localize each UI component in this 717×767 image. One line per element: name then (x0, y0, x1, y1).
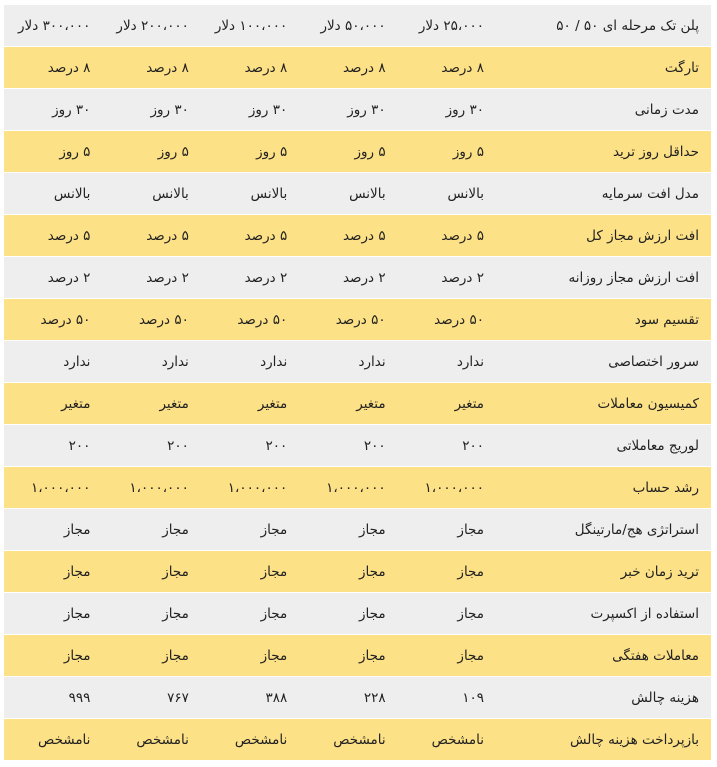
table-cell: ۲ درصد (4, 257, 102, 299)
table-row (4, 5, 711, 47)
table-cell: ۲ درصد (102, 257, 200, 299)
table-cell: ۵ روز (201, 131, 299, 173)
table-cell: ۱۰۰،۰۰۰ دلار (201, 5, 299, 47)
row-label: مدت زمانی (496, 89, 711, 131)
table-row (4, 131, 711, 173)
table-row (4, 677, 711, 719)
table-cell: ۵ روز (398, 131, 496, 173)
table-cell: مجاز (201, 509, 299, 551)
table-cell: مجاز (102, 551, 200, 593)
table-cell: ندارد (4, 341, 102, 383)
table-cell: ۳۰ روز (201, 89, 299, 131)
table-cell: ۲۰۰ (398, 425, 496, 467)
table-row (4, 383, 711, 425)
table-cell: ۸ درصد (201, 47, 299, 89)
row-label: استفاده از اکسپرت (496, 593, 711, 635)
table-cell: ۱،۰۰۰،۰۰۰ (4, 467, 102, 509)
table-cell: ۳۰ روز (4, 89, 102, 131)
table-cell: ۵ روز (4, 131, 102, 173)
row-label: بازپرداخت هزینه چالش (496, 719, 711, 761)
table-cell: ۳۰ روز (398, 89, 496, 131)
table-cell: مجاز (4, 635, 102, 677)
table-cell: ۳۸۸ (201, 677, 299, 719)
table-cell: ۸ درصد (102, 47, 200, 89)
table-cell: ۲۰۰ (299, 425, 397, 467)
table-cell: بالانس (201, 173, 299, 215)
table-cell: ۵۰ درصد (201, 299, 299, 341)
table-cell: ۱،۰۰۰،۰۰۰ (102, 467, 200, 509)
table-cell: ۲۰۰،۰۰۰ دلار (102, 5, 200, 47)
table-cell: ۳۰ روز (299, 89, 397, 131)
table-cell: مجاز (4, 593, 102, 635)
table-row (4, 425, 711, 467)
table-row (4, 341, 711, 383)
table-cell: مجاز (201, 593, 299, 635)
table-cell: ۸ درصد (4, 47, 102, 89)
table-cell: ۵۰ درصد (102, 299, 200, 341)
table-cell: ۲ درصد (201, 257, 299, 299)
table-cell: ۱،۰۰۰،۰۰۰ (398, 467, 496, 509)
table-cell: مجاز (398, 509, 496, 551)
table-cell: ۲۰۰ (4, 425, 102, 467)
table-cell: ۳۰۰،۰۰۰ دلار (4, 5, 102, 47)
table-cell: مجاز (201, 635, 299, 677)
table-cell: ۵۰ درصد (299, 299, 397, 341)
table-cell: مجاز (398, 635, 496, 677)
table-cell: ۲ درصد (299, 257, 397, 299)
table-cell: ۱۰۹ (398, 677, 496, 719)
row-label: تقسیم سود (496, 299, 711, 341)
table-cell: ۵ درصد (398, 215, 496, 257)
row-label: استراتژی هج/مارتینگل (496, 509, 711, 551)
table-cell: ۵ درصد (299, 215, 397, 257)
table-row (4, 509, 711, 551)
table-cell: ۵۰ درصد (398, 299, 496, 341)
table-cell: مجاز (299, 509, 397, 551)
table-cell: ۵ درصد (201, 215, 299, 257)
table-cell: متغیر (398, 383, 496, 425)
table-cell: ۵۰،۰۰۰ دلار (299, 5, 397, 47)
table-cell: نامشخص (102, 719, 200, 761)
row-label: کمیسیون معاملات (496, 383, 711, 425)
table-cell: بالانس (4, 173, 102, 215)
table-row (4, 257, 711, 299)
table-cell: ۵۰ درصد (4, 299, 102, 341)
table-cell: مجاز (102, 593, 200, 635)
row-label: معاملات هفتگی (496, 635, 711, 677)
table-cell: ۹۹۹ (4, 677, 102, 719)
table-cell: بالانس (299, 173, 397, 215)
table-row (4, 467, 711, 509)
table-cell: مجاز (102, 635, 200, 677)
table-row (4, 215, 711, 257)
table-cell: متغیر (299, 383, 397, 425)
table-cell: متغیر (201, 383, 299, 425)
row-label: رشد حساب (496, 467, 711, 509)
row-label: تارگت (496, 47, 711, 89)
table-row (4, 719, 711, 761)
table-body (4, 5, 711, 761)
table-cell: مجاز (398, 593, 496, 635)
row-label: سرور اختصاصی (496, 341, 711, 383)
table-cell: ندارد (398, 341, 496, 383)
row-label: افت ارزش مجاز کل (496, 215, 711, 257)
table-cell: ۲۲۸ (299, 677, 397, 719)
table-cell: مجاز (4, 509, 102, 551)
table-row (4, 299, 711, 341)
table-cell: مجاز (398, 551, 496, 593)
table-row (4, 551, 711, 593)
table-cell: مجاز (299, 635, 397, 677)
table-cell: ندارد (102, 341, 200, 383)
table-cell: ۲۰۰ (201, 425, 299, 467)
row-label: لوریج معاملاتی (496, 425, 711, 467)
table-cell: ۱،۰۰۰،۰۰۰ (201, 467, 299, 509)
table-cell: مجاز (201, 551, 299, 593)
plan-comparison-table (4, 4, 711, 761)
table-cell: ۲۵،۰۰۰ دلار (398, 5, 496, 47)
table-cell: ۷۶۷ (102, 677, 200, 719)
table-cell: مجاز (299, 551, 397, 593)
table-row (4, 89, 711, 131)
table-cell: متغیر (102, 383, 200, 425)
table-cell: بالانس (398, 173, 496, 215)
table-cell: ۵ درصد (4, 215, 102, 257)
row-label: مدل افت سرمایه (496, 173, 711, 215)
row-label: افت ارزش مجاز روزانه (496, 257, 711, 299)
row-label: حداقل روز ترید (496, 131, 711, 173)
table-cell: ندارد (299, 341, 397, 383)
row-label: هزینه چالش (496, 677, 711, 719)
row-label: پلن تک مرحله ای ۵۰ / ۵۰ (496, 5, 711, 47)
table-cell: نامشخص (4, 719, 102, 761)
table-cell: ۱،۰۰۰،۰۰۰ (299, 467, 397, 509)
table-cell: ندارد (201, 341, 299, 383)
table-row (4, 635, 711, 677)
table-cell: ۵ روز (102, 131, 200, 173)
table-cell: مجاز (4, 551, 102, 593)
table-cell: مجاز (299, 593, 397, 635)
table-cell: ۵ درصد (102, 215, 200, 257)
table-cell: نامشخص (398, 719, 496, 761)
table-cell: مجاز (102, 509, 200, 551)
table-cell: ۲۰۰ (102, 425, 200, 467)
table-cell: ۸ درصد (398, 47, 496, 89)
table-row (4, 47, 711, 89)
table-cell: نامشخص (201, 719, 299, 761)
table-cell: ۲ درصد (398, 257, 496, 299)
table-cell: نامشخص (299, 719, 397, 761)
table-cell: ۸ درصد (299, 47, 397, 89)
table-cell: ۵ روز (299, 131, 397, 173)
table-row (4, 593, 711, 635)
table-row (4, 173, 711, 215)
row-label: ترید زمان خبر (496, 551, 711, 593)
table-cell: ۳۰ روز (102, 89, 200, 131)
table-cell: بالانس (102, 173, 200, 215)
table-cell: متغیر (4, 383, 102, 425)
